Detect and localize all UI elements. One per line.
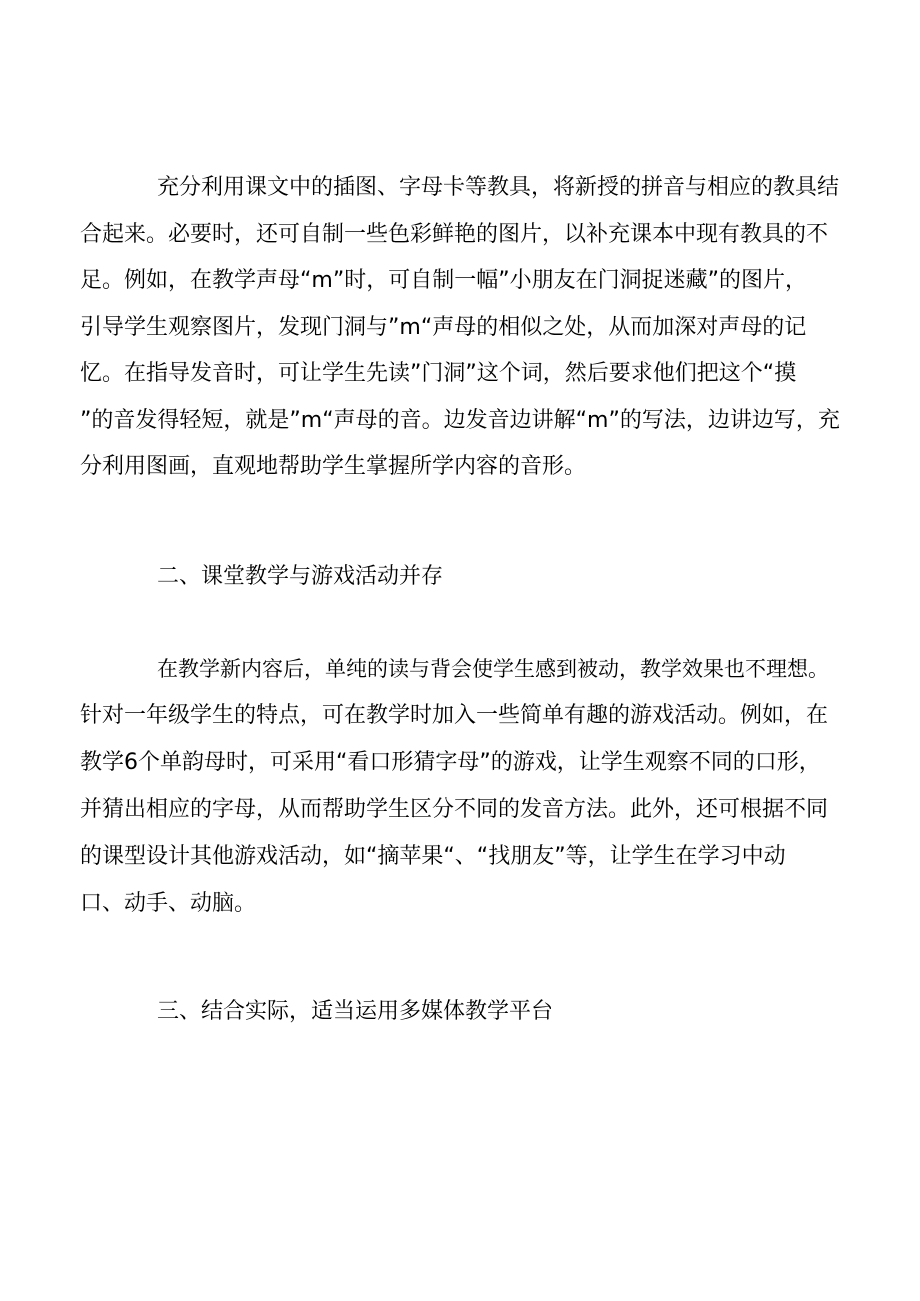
paragraph-1-line-5: 忆。在指导发音时，可让学生先读”门洞”这个词，然后要求他们把这个“摸 [80,361,797,386]
paragraph-1-line-7: 分利用图画，直观地帮助学生掌握所学内容的音形。 [80,454,587,479]
paragraph-1-line-3: 足。例如，在教学声母“m”时，可自制一幅”小朋友在门洞捉迷藏”的图片， [80,268,808,293]
paragraph-1-line-1: 充分利用课文中的插图、字母卡等教具，将新授的拼音与相应的教具结 [157,175,840,200]
paragraph-1-line-2: 合起来。必要时，还可自制一些色彩鲜艳的图片，以补充课本中现有教具的不 [80,222,829,247]
section-2-heading: 二、课堂教学与游戏活动并存 [157,564,444,589]
paragraph-2-line-5: 的课型设计其他游戏活动，如“摘苹果“、“找朋友”等，让学生在学习中动 [80,844,786,869]
paragraph-2-line-2: 针对一年级学生的特点，可在教学时加入一些简单有趣的游戏活动。例如，在 [80,703,829,728]
paragraph-2-line-1: 在教学新内容后，单纯的读与背会使学生感到被动，教学效果也不理想。 [157,657,829,681]
paragraph-2-line-6: 口、动手、动脑。 [80,891,257,916]
paragraph-2-line-4: 并猜出相应的字母，从而帮助学生区分不同的发音方法。此外，还可根据不同 [80,797,829,822]
paragraph-1-line-4: 引导学生观察图片，发现门洞与”m“声母的相似之处，从而加深对声母的记 [80,315,807,340]
section-3-heading: 三、结合实际，适当运用多媒体教学平台 [157,999,554,1024]
paragraph-1-line-6: ”的音发得轻短，就是”m“声母的音。边发音边讲解“m”的写法，边讲边写，充 [80,408,840,433]
paragraph-2-line-3: 教学6个单韵母时，可采用“看口形猜字母”的游戏，让学生观察不同的口形， [80,750,821,775]
